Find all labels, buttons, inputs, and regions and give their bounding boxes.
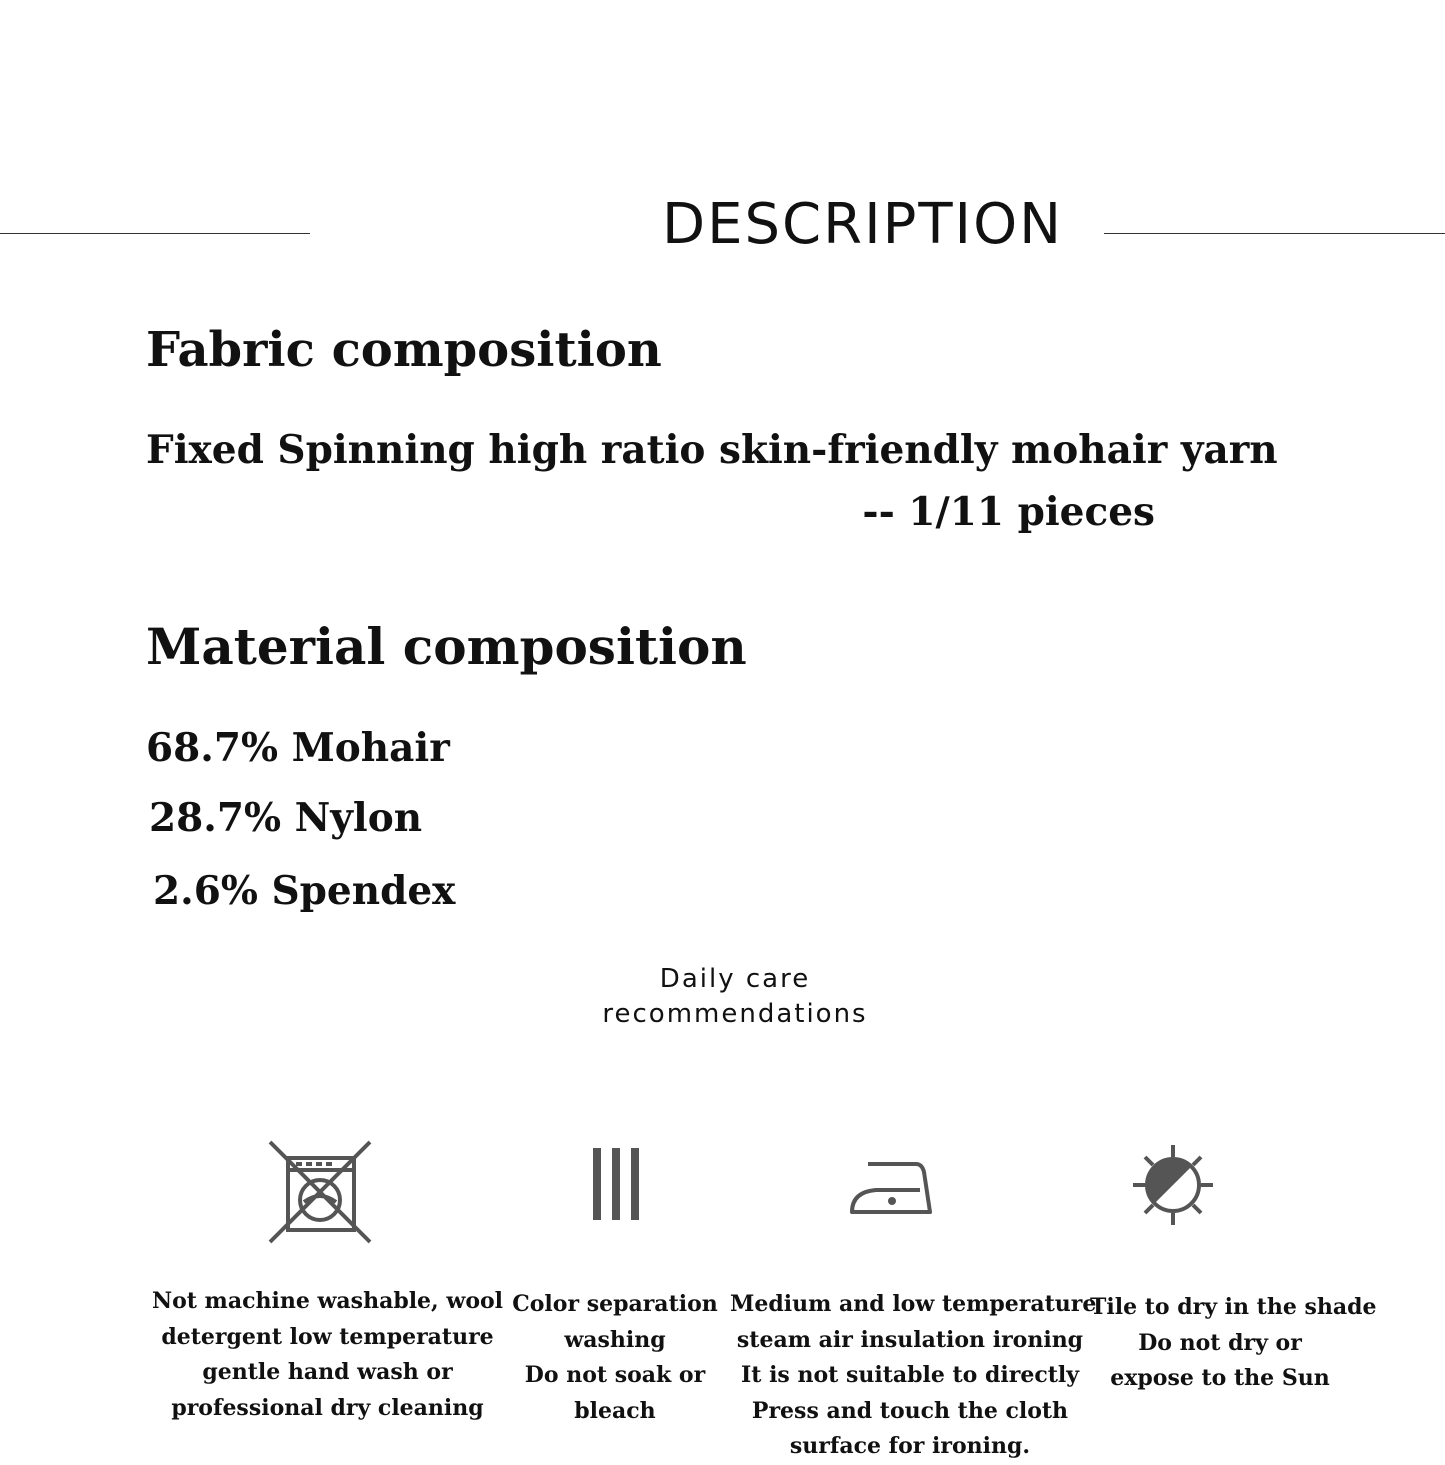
dry-in-shade-icon bbox=[1131, 1143, 1215, 1232]
iron-low-temperature-icon bbox=[848, 1158, 936, 1223]
care-line: steam air insulation ironing bbox=[736, 1326, 1084, 1353]
material-item-nylon: 28.7% Nylon bbox=[149, 795, 423, 841]
care-line: Tile to dry in the shade bbox=[1090, 1294, 1377, 1320]
material-item-mohair: 68.7% Mohair bbox=[146, 725, 450, 771]
care-line: professional dry cleaning bbox=[171, 1394, 484, 1421]
care-line: detergent low temperature bbox=[161, 1323, 494, 1350]
care-line: gentle hand wash or bbox=[202, 1359, 453, 1385]
care-line: Press and touch the cloth bbox=[751, 1397, 1069, 1424]
header-rule-right bbox=[1104, 233, 1445, 234]
material-composition-heading: Material composition bbox=[146, 617, 747, 676]
care-text-drying bbox=[1090, 1290, 1377, 1397]
care-line: surface for ironing. bbox=[789, 1433, 1031, 1459]
care-line: It is not suitable to directly bbox=[740, 1362, 1080, 1388]
header-rule-left bbox=[0, 233, 310, 234]
care-line: washing bbox=[564, 1326, 666, 1353]
fabric-composition-heading: Fabric composition bbox=[146, 322, 662, 378]
care-line: bleach bbox=[574, 1397, 656, 1424]
care-text-ironing bbox=[730, 1287, 1097, 1465]
care-text-wash bbox=[150, 1284, 505, 1426]
care-text-separation bbox=[510, 1287, 720, 1429]
fabric-description: Fixed Spinning high ratio skin-friendly mohair yarn bbox=[146, 427, 1278, 473]
care-line: Do not soak or bbox=[524, 1362, 706, 1388]
care-line: Not machine washable, wool bbox=[151, 1288, 504, 1314]
care-title-line: Daily care bbox=[659, 964, 811, 994]
color-separation-icon bbox=[588, 1146, 644, 1227]
care-line: Color separation bbox=[512, 1291, 718, 1317]
care-line: Medium and low temperature bbox=[730, 1291, 1097, 1317]
no-machine-wash-icon bbox=[266, 1138, 374, 1251]
description-title: DESCRIPTION bbox=[662, 192, 1064, 257]
care-title bbox=[600, 962, 870, 1032]
care-line: expose to the Sun bbox=[1110, 1365, 1330, 1391]
material-item-spandex: 2.6% Spendex bbox=[153, 868, 456, 914]
fabric-count: -- 1/11 pieces bbox=[862, 489, 1155, 535]
care-title-line: recommendations bbox=[602, 999, 868, 1029]
care-line: Do not dry or bbox=[1138, 1329, 1302, 1356]
